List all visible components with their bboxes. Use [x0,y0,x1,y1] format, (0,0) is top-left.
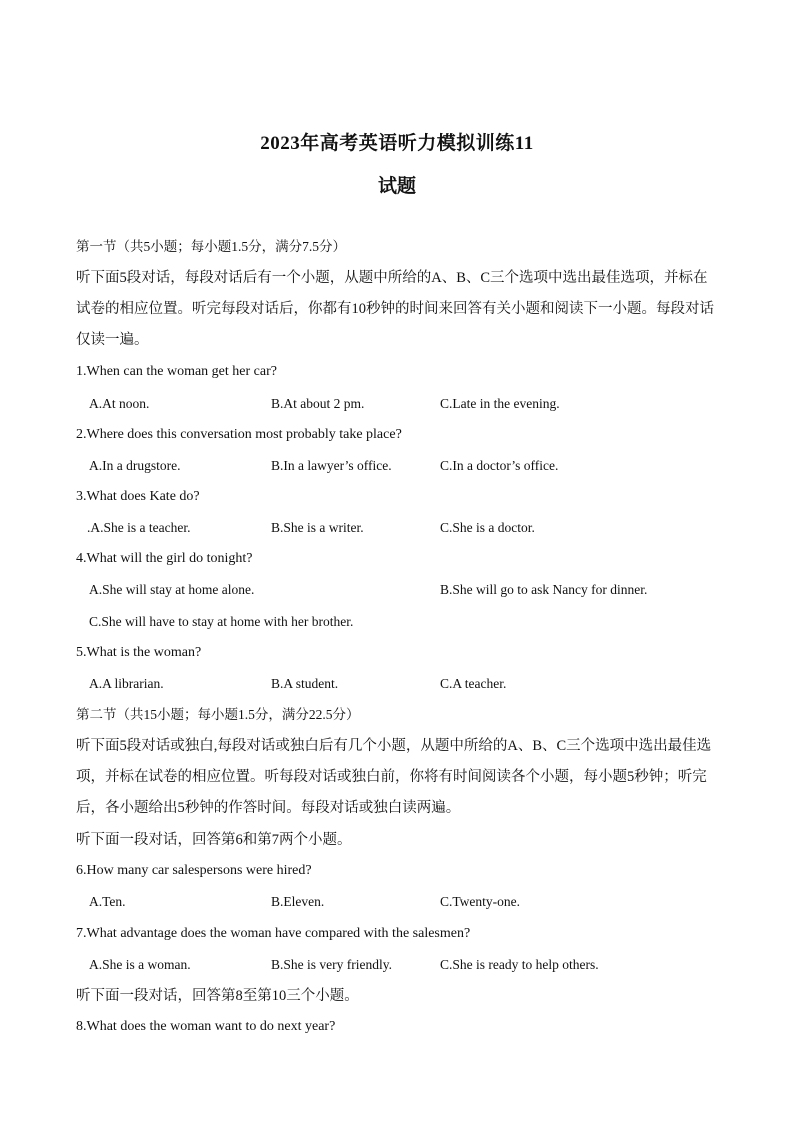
q6-option-a: A.Ten. [89,894,126,909]
q1-option-c: C.Late in the evening. [440,396,560,411]
section2-heading: 第二节（共15小题；每小题1.5分，满分22.5分） [76,707,360,722]
question-8: 8.What does the woman want to do next year? [76,1019,336,1034]
question-3: 3.What does Kate do? [76,489,200,504]
q2-option-c: C.In a doctor’s office. [440,458,559,473]
q4-option-a: A.She will stay at home alone. [89,582,255,597]
q3-option-a: .A.She is a teacher. [87,520,191,535]
q7-option-c: C.She is ready to help others. [440,957,599,972]
q5-option-c: C.A teacher. [440,676,507,691]
question-7: 7.What advantage does the woman have compared with the salesmen? [76,926,471,941]
dialog2-intro: 听下面一段对话，回答第8至第10三个小题。 [76,988,359,1004]
q3-option-b: B.She is a writer. [271,520,364,535]
q4-option-b: B.She will go to ask Nancy for dinner. [440,582,648,597]
page-subtitle: 试题 [377,176,416,197]
q5-option-a: A.A librarian. [89,676,164,691]
q2-option-a: A.In a drugstore. [89,458,181,473]
section1-instructions: 听下面5段对话，每段对话后有一个小题，从题中所给的A、B、C三个选项中选出最佳选项，并标在试卷的相应位置。听完每段对话后，你都有10秒钟的时间来回答有关小题和阅读下一小题。每段对话仅读一遍。 [76,270,714,348]
question-1: 1.When can the woman get her car? [76,364,277,379]
q4-option-c: C.She will have to stay at home with her brother. [89,614,354,629]
q6-option-b: B.Eleven. [271,894,325,909]
section2-instructions: 听下面5段对话或独白,每段对话或独白后有几个小题，从题中所给的A、B、C三个选项中选出最佳选项，并标在试卷的相应位置。听每段对话或独白前，你将有时间阅读各个小题，每小题5秒钟；听完后，各小题给出5秒钟的作答时间。每段对话或独白读两遍。 [76,738,712,816]
question-6: 6.How many car salespersons were hired? [76,863,312,878]
q3-option-c: C.She is a doctor. [440,520,535,535]
q6-option-c: C.Twenty-one. [440,894,521,909]
q1-option-a: A.At noon. [89,396,150,411]
q1-option-b: B.At about 2 pm. [271,396,365,411]
page-title: 2023年高考英语听力模拟训练11 [260,133,534,154]
question-5: 5.What is the woman? [76,645,202,660]
q2-option-b: B.In a lawyer’s office. [271,458,392,473]
question-4: 4.What will the girl do tonight? [76,551,253,566]
q7-option-a: A.She is a woman. [89,957,191,972]
q5-option-b: B.A student. [271,676,339,691]
section1-heading: 第一节（共5小题；每小题1.5分，满分7.5分） [76,239,346,254]
question-2: 2.Where does this conversation most probably take place? [76,427,402,442]
q7-option-b: B.She is very friendly. [271,957,392,972]
dialog1-intro: 听下面一段对话，回答第6和第7两个小题。 [76,832,352,848]
